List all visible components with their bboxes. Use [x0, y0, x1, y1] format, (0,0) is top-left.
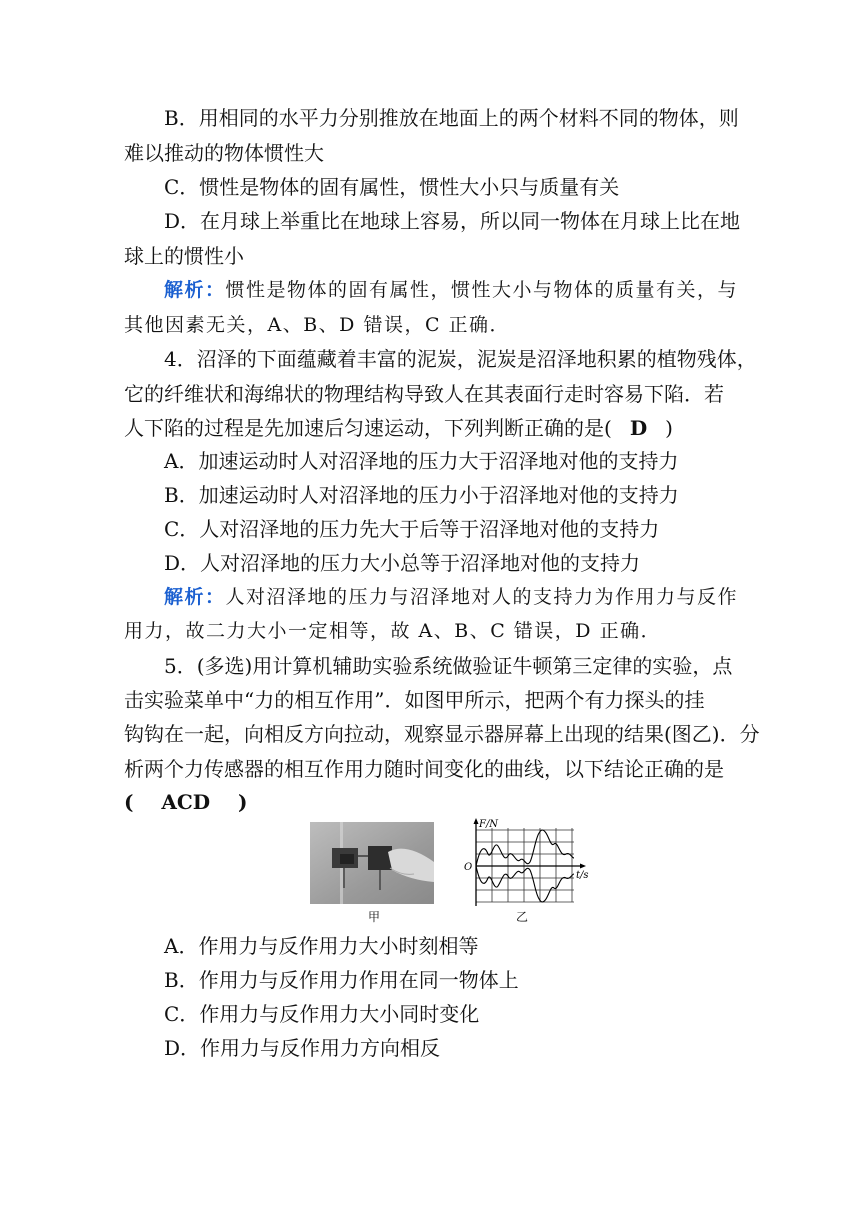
origin-label: O [464, 862, 473, 873]
force-curve-a [476, 830, 574, 866]
q3-option-d-line2: 球上的惯性小 [124, 244, 244, 268]
caption-yi: 乙 [516, 910, 529, 924]
caption-jia: 甲 [368, 910, 381, 924]
q3-option-b-line2: 难以推动的物体惯性大 [124, 141, 324, 165]
q4-analysis-line1 [164, 583, 738, 611]
q4-option-d: D．人对沼泽地的压力大小总等于沼泽地对他的支持力 [164, 551, 641, 575]
q3-option-c: C．惯性是物体的固有属性，惯性大小只与质量有关 [164, 175, 620, 199]
q5-option-d: D．作用力与反作用力方向相反 [164, 1036, 441, 1060]
q4-option-a: A．加速运动时人对沼泽地的压力大于沼泽地对他的支持力 [164, 449, 679, 473]
q4-stem-close: ) [665, 416, 673, 440]
q5-option-c: C．作用力与反作用力大小同时变化 [164, 1002, 480, 1026]
force-time-graph [462, 818, 600, 910]
q4-answer: D [629, 416, 648, 440]
q5-option-a: A．作用力与反作用力大小时刻相等 [164, 934, 479, 958]
q5-stem-line3: 钩钩在一起，向相反方向拉动，观察显示器屏幕上出现的结果(图乙)．分 [124, 722, 760, 746]
experiment-photo [310, 822, 434, 904]
q3-analysis-line1 [164, 276, 738, 304]
analysis-text: 惯性是物体的固有属性，惯性大小与物体的质量有关，与 [225, 279, 739, 301]
q4-stem-line1: 4．沼泽的下面蕴藏着丰富的泥炭，泥炭是沼泽地积累的植物残体， [164, 347, 757, 371]
q4-stem-line2: 它的纤维状和海绵状的物理结构导致人在其表面行走时容易下陷．若 [124, 382, 724, 406]
q5-stem-line4: 析两个力传感器的相互作用力随时间变化的曲线，以下结论正确的是 [124, 757, 724, 781]
q3-analysis-line2: 其他因素无关，A、B、D 错误，C 正确． [124, 314, 511, 336]
y-axis-label: F/N [479, 819, 499, 830]
q3-option-d-line1: D．在月球上举重比在地球上容易，所以同一物体在月球上比在地 [164, 209, 741, 233]
q4-stem-line3 [124, 414, 673, 442]
q4-option-c: C．人对沼泽地的压力先大于后等于沼泽地对他的支持力 [164, 517, 660, 541]
q3-option-b-line1: B．用相同的水平力分别推放在地面上的两个材料不同的物体，则 [164, 106, 739, 130]
q4-analysis-line2: 用力，故二力大小一定相等，故 A、B、C 错误，D 正确． [124, 620, 662, 642]
q4-stem-text: 人下陷的过程是先加速后匀速运动，下列判断正确的是( [124, 416, 612, 440]
analysis-label: 解析： [164, 279, 226, 301]
analysis-text: 人对沼泽地的压力与沼泽地对人的支持力为作用力与反作 [225, 586, 739, 608]
q5-answer: ( ACD ) [124, 790, 248, 814]
q5-stem-line2: 击实验菜单中“力的相互作用”．如图甲所示，把两个有力探头的挂 [124, 688, 705, 712]
force-curve-b [476, 866, 574, 902]
q5-stem-line1: 5．(多选)用计算机辅助实验系统做验证牛顿第三定律的实验，点 [164, 654, 733, 678]
analysis-label: 解析： [164, 586, 226, 608]
q5-figure [310, 818, 600, 928]
q4-option-b: B．加速运动时人对沼泽地的压力小于沼泽地对他的支持力 [164, 483, 679, 507]
q5-option-b: B．作用力与反作用力作用在同一物体上 [164, 968, 519, 992]
x-axis-label: t/s [576, 870, 589, 881]
